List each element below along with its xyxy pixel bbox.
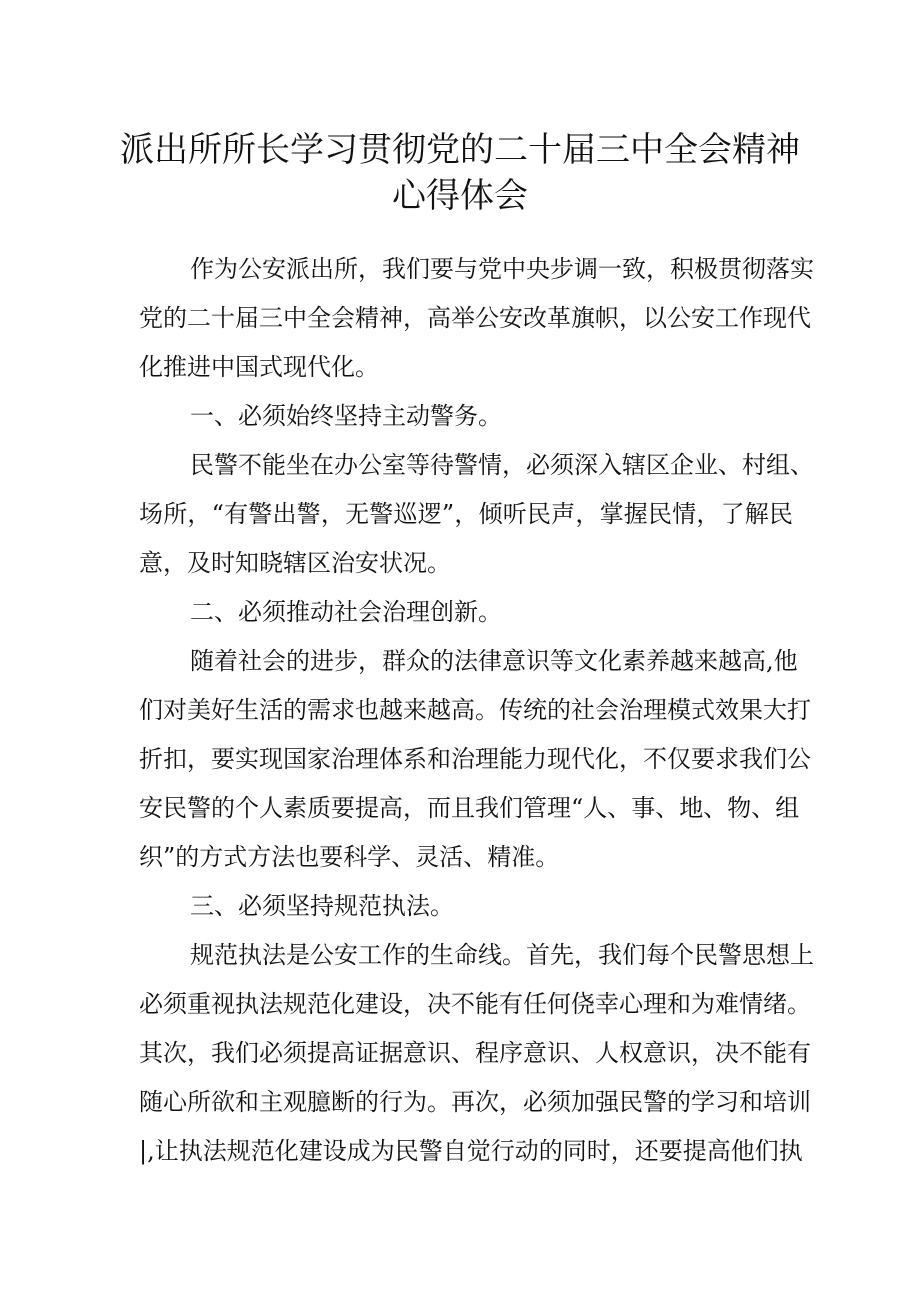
paragraph-line: 必须重视执法规范化建设，决不能有任何侥幸心理和为难情绪。 (139, 990, 811, 1018)
section-heading-3: 三、必须坚持规范执法。 (190, 892, 454, 920)
paragraph-line: 随着社会的进步，群众的法律意识等文化素养越来越高,他 (190, 647, 798, 675)
section-heading-1: 一、必须始终坚持主动警务。 (190, 402, 502, 430)
paragraph-line: 织”的方式方法也要科学、灵活、精准。 (139, 843, 560, 871)
intro-line: 作为公安派出所，我们要与党中央步调一致，积极贯彻落实 (190, 255, 814, 283)
paragraph-line: 其次，我们必须提高证据意识、程序意识、人权意识，决不能有 (139, 1039, 811, 1067)
paragraph-line: |,让执法规范化建设成为民警自觉行动的同时，还要提高他们执 (139, 1137, 803, 1165)
paragraph-line: 们对美好生活的需求也越来越高。传统的社会治理模式效果大打 (139, 696, 811, 724)
paragraph-line: 意，及时知晓辖区治安状况。 (139, 549, 451, 577)
section-heading-2: 二、必须推动社会治理创新。 (190, 598, 502, 626)
paragraph-line: 折扣，要实现国家治理体系和治理能力现代化，不仅要求我们公 (139, 745, 811, 773)
paragraph-line: 场所，“有警出警，无警巡逻”，倾听民声，掌握民情，了解民 (139, 500, 793, 528)
paragraph-line: 规范执法是公安工作的生命线。首先，我们每个民警思想上 (190, 941, 814, 969)
intro-line: 党的二十届三中全会精神，高举公安改革旗帜，以公安工作现代 (139, 304, 811, 332)
paragraph-line: 随心所欲和主观臆断的行为。再次，必须加强民警的学习和培训 (139, 1088, 811, 1116)
document-title-line-1: 派出所所长学习贯彻党的二十届三中全会精神 (120, 130, 800, 170)
paragraph-line: 安民警的个人素质要提高，而且我们管理“人、事、地、物、组 (139, 794, 800, 822)
intro-line: 化推进中国式现代化。 (139, 353, 379, 381)
document-title-line-2: 心得体会 (392, 176, 528, 216)
paragraph-line: 民警不能坐在办公室等待警情，必须深入辖区企业、村组、 (190, 451, 814, 479)
